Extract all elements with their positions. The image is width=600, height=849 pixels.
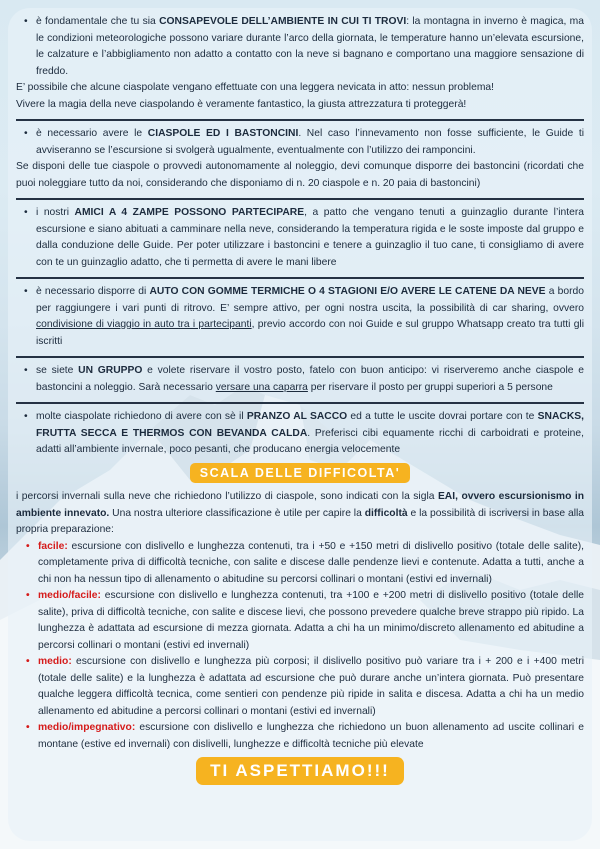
scale-title-banner: SCALA DELLE DIFFICOLTA' — [190, 463, 410, 483]
divider — [16, 119, 584, 121]
level-medio: • medio: escursione con dislivello e lunghezza più corposi; il dislivello positivo può variare tra i + 200 e i +400 metri (totale delle salite) e la lunghezza è adattata ad escursione che può durare anche un’intera giornata. Può presentare qualche leggera difficoltà tecnica, come sentieri con pendenze più ripide in salita e discesa. Adatta a chi ha un medio allenamento ed abitudine a percorsi collinari o montani (estivi ed invernali) — [16, 654, 584, 720]
section-scale — [16, 489, 584, 753]
bullet-equipment: • è necessario avere le CIASPOLE ED I BASTONCINI. Nel caso l’innevamento non fosse sufficiente, le Guide ti avviseranno se l’escursione si svolgerà ugualmente, eventualmente con l’utilizzo dei ramponcini. — [16, 126, 584, 159]
bullet-group: • se siete UN GRUPPO e volete riservare il vostro posto, fatelo con buon anticipo: vi riserveremo anche ciaspole e bastoncini a noleggio. Sarà necessario versare una caparra per riservare il posto per gruppi superiori a 5 persone — [16, 363, 584, 396]
content — [16, 14, 584, 791]
section-group — [16, 363, 584, 396]
bullet-lunch: • molte ciaspolate richiedono di avere con sè il PRANZO AL SACCO ed a tutte le uscite dovrai portare con te SNACKS, FRUTTA SECCA E THERMOS CON BEVANDA CALDA. Preferisci cibi equamente ricchi di carboidrati e proteine, adatti all’ambiente invernale, poco pesanti, che producano energia velocemente — [16, 409, 584, 459]
scale-banner-wrap — [16, 463, 584, 484]
divider — [16, 198, 584, 200]
section-lunch — [16, 409, 584, 459]
scale-intro: i percorsi invernali sulla neve che richiedono l’utilizzo di ciaspole, sono indicati con la sigla EAI, ovvero escursionismo in ambiente innevato. Una nostra ulteriore classificazione è utile per capire la difficoltà e la possibilità di iscriversi in base alla propria preparazione: — [16, 491, 584, 535]
section-environment — [16, 14, 584, 113]
level-medio-facile: • medio/facile: escursione con dislivello e lunghezza contenuti, tra +100 e +200 metri di dislivello positivo (totale delle salite), priva di difficoltà tecniche, con salite e discese lievi, che possono prevedere qualche breve strappo più ripido. La lunghezza è adattata ad escursione di mezza giornata. Adatta a chi ha un minimo/discreto allenamento ed abitudine a percorsi collinari o montani (estivi ed invernali) — [16, 588, 584, 654]
level-medio-impegnativo: • medio/impegnativo: escursione con dislivello e lunghezza che richiedono un buon allenamento ad uscite collinari e montane (estive ed invernali) con dislivelli, lunghezze e difficoltà tecniche più elevate — [16, 720, 584, 753]
text-snowfall: E’ possibile che alcune ciaspolate vengano effettuate con una leggera nevicata in atto: nessun problema! — [16, 82, 494, 93]
level-facile: • facile: escursione con dislivello e lunghezza contenuti, tra i +50 e +150 metri di dislivello positivo (totale delle salite), completamente priva di difficoltà tecniche, con salite e discese dalle pendenze lievi e contenute. Adatta a tutti, anche a chi non ha nessun tipo di allenamento o abitudine su percorsi collinari o montani (estivi ed invernali) — [16, 539, 584, 589]
bullet-dogs: • i nostri AMICI A 4 ZAMPE POSSONO PARTECIPARE, a patto che vengano tenuti a guinzaglio durante l’intera escursione e siano abituati a camminare nella neve, considerando la temperatura rigida e le soste imposte dal gruppo e dalla conduzione delle Guide. Per poter utilizzare i bastoncini e tenere a guinzaglio il tuo cane, ti consigliamo di avere con te un guinzaglio adatto, che ti permetta di avere le mani libere — [16, 205, 584, 271]
divider — [16, 402, 584, 404]
text-rental: Se disponi delle tue ciaspole o provvedi autonomamente al noleggio, devi comunque disporre dei bastoncini (ricordati che puoi noleggiare tutto da noi, considerando che disponiamo di n. 20 ciaspole e n. 20 paia di bastoncini) — [16, 161, 584, 189]
closing-banner: TI ASPETTIAMO!!! — [196, 757, 404, 785]
section-equipment — [16, 126, 584, 192]
text-magic: Vivere la magia della neve ciaspolando è veramente fantastico, la giusta attrezzatura ti proteggerà! — [16, 98, 467, 110]
section-dogs — [16, 205, 584, 271]
divider — [16, 356, 584, 358]
bullet-car: • è necessario disporre di AUTO CON GOMME TERMICHE O 4 STAGIONI E/O AVERE LE CATENE DA NEVE a bordo per raggiungere i vari punti di ritrovo. E’ sempre attivo, per ogni nostra uscita, la possibilità di car sharing, ovvero condivisione di viaggio in auto tra i partecipanti, previo accordo con noi Guide e sul gruppo Whatsapp creato tra tutti gli iscritti — [16, 284, 584, 350]
bullet-environment: • è fondamentale che tu sia CONSAPEVOLE DELL’AMBIENTE IN CUI TI TROVI: la montagna in inverno è magica, ma le condizioni meteorologiche possono variare durante l’arco della giornata, le temperature hanno un’elevata escursione, le calzature e l’abbigliamento non adatto a contatto con la neve si bagnano e comportano una maggiore sensazione di freddo. — [16, 14, 584, 80]
section-car — [16, 284, 584, 350]
closing-banner-wrap — [16, 757, 584, 785]
divider — [16, 277, 584, 279]
